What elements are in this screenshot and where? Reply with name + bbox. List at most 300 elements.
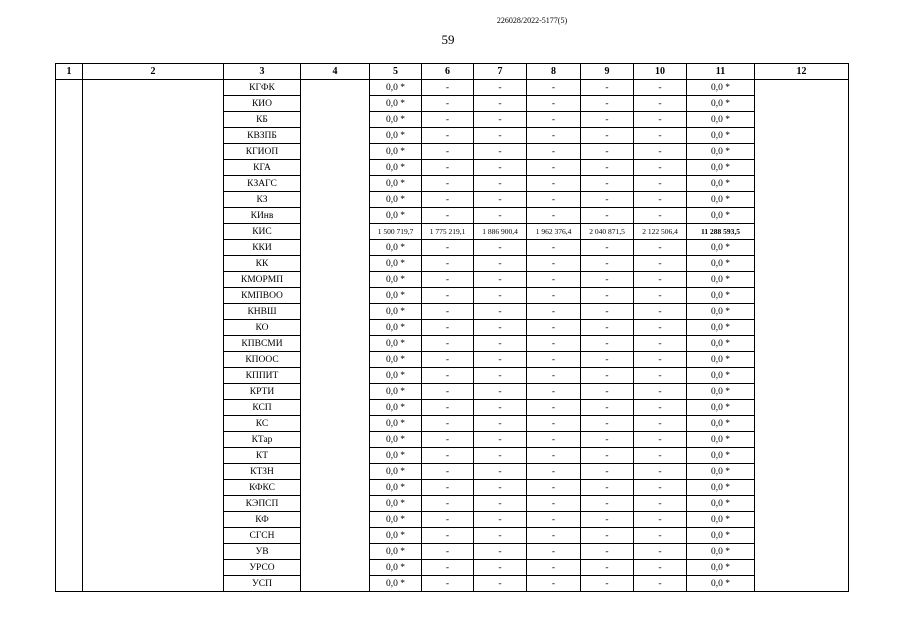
cell-c8: - xyxy=(527,256,581,272)
cell-code: КГФК xyxy=(224,80,301,96)
cell-c8: 1 962 376,4 xyxy=(527,224,581,240)
cell-code: КВЗПБ xyxy=(224,128,301,144)
cell-c10: - xyxy=(634,384,687,400)
cell-col1 xyxy=(56,256,83,272)
cell-c6: - xyxy=(422,416,474,432)
cell-col4 xyxy=(301,144,370,160)
table-row xyxy=(56,304,849,320)
cell-col1 xyxy=(56,224,83,240)
cell-col1 xyxy=(56,128,83,144)
cell-c6: - xyxy=(422,112,474,128)
cell-col4 xyxy=(301,176,370,192)
cell-c6: - xyxy=(422,272,474,288)
cell-c11: 0,0 * xyxy=(687,304,755,320)
cell-c7: - xyxy=(474,208,527,224)
cell-c9: - xyxy=(581,144,634,160)
cell-col1 xyxy=(56,464,83,480)
cell-col1 xyxy=(56,448,83,464)
cell-c10: - xyxy=(634,256,687,272)
cell-c7: - xyxy=(474,240,527,256)
cell-c9: - xyxy=(581,176,634,192)
cell-col1 xyxy=(56,288,83,304)
cell-c5: 0,0 * xyxy=(370,496,422,512)
cell-col12 xyxy=(755,208,849,224)
cell-code: УРСО xyxy=(224,560,301,576)
cell-c5: 0,0 * xyxy=(370,256,422,272)
cell-c9: - xyxy=(581,480,634,496)
cell-c8: - xyxy=(527,512,581,528)
cell-c6: - xyxy=(422,384,474,400)
cell-c8: - xyxy=(527,80,581,96)
cell-c9: - xyxy=(581,288,634,304)
cell-col4 xyxy=(301,80,370,96)
cell-c9: - xyxy=(581,576,634,592)
cell-c11: 0,0 * xyxy=(687,80,755,96)
cell-c5: 0,0 * xyxy=(370,560,422,576)
cell-c5: 0,0 * xyxy=(370,544,422,560)
cell-c8: - xyxy=(527,176,581,192)
cell-col12 xyxy=(755,400,849,416)
cell-code: КТар xyxy=(224,432,301,448)
cell-col1 xyxy=(56,544,83,560)
cell-col1 xyxy=(56,96,83,112)
cell-c10: - xyxy=(634,560,687,576)
cell-c6: - xyxy=(422,208,474,224)
cell-c8: - xyxy=(527,112,581,128)
cell-col1 xyxy=(56,352,83,368)
cell-c6: - xyxy=(422,240,474,256)
cell-c10: - xyxy=(634,160,687,176)
cell-c11: 0,0 * xyxy=(687,464,755,480)
cell-col12 xyxy=(755,544,849,560)
cell-c8: - xyxy=(527,448,581,464)
cell-c6: - xyxy=(422,320,474,336)
cell-code: КО xyxy=(224,320,301,336)
cell-col12 xyxy=(755,528,849,544)
cell-col12 xyxy=(755,128,849,144)
cell-col12 xyxy=(755,496,849,512)
cell-col12 xyxy=(755,304,849,320)
cell-c10: - xyxy=(634,544,687,560)
cell-c10: - xyxy=(634,400,687,416)
cell-c9: - xyxy=(581,208,634,224)
column-header: 11 xyxy=(687,64,755,80)
cell-col2 xyxy=(83,464,224,480)
cell-c9: - xyxy=(581,112,634,128)
cell-col12 xyxy=(755,240,849,256)
cell-col1 xyxy=(56,112,83,128)
cell-c8: - xyxy=(527,544,581,560)
cell-c6: - xyxy=(422,368,474,384)
cell-c8: - xyxy=(527,480,581,496)
cell-c9: - xyxy=(581,432,634,448)
cell-c11: 0,0 * xyxy=(687,480,755,496)
cell-col4 xyxy=(301,240,370,256)
table-row xyxy=(56,528,849,544)
cell-col12 xyxy=(755,464,849,480)
cell-c8: - xyxy=(527,336,581,352)
column-header: 9 xyxy=(581,64,634,80)
cell-code: КК xyxy=(224,256,301,272)
cell-c7: - xyxy=(474,160,527,176)
cell-col2 xyxy=(83,256,224,272)
cell-code: КФ xyxy=(224,512,301,528)
cell-c7: - xyxy=(474,416,527,432)
cell-c5: 0,0 * xyxy=(370,528,422,544)
cell-col4 xyxy=(301,480,370,496)
cell-c6: - xyxy=(422,448,474,464)
cell-c9: - xyxy=(581,528,634,544)
cell-col2 xyxy=(83,240,224,256)
cell-code: КМОРМП xyxy=(224,272,301,288)
column-header: 12 xyxy=(755,64,849,80)
cell-c7: - xyxy=(474,192,527,208)
cell-col12 xyxy=(755,576,849,592)
cell-c7: - xyxy=(474,448,527,464)
table-row xyxy=(56,240,849,256)
cell-col2 xyxy=(83,528,224,544)
cell-code: ККИ xyxy=(224,240,301,256)
cell-c9: - xyxy=(581,256,634,272)
cell-c5: 0,0 * xyxy=(370,432,422,448)
cell-col12 xyxy=(755,192,849,208)
cell-col4 xyxy=(301,160,370,176)
cell-c6: - xyxy=(422,288,474,304)
cell-col4 xyxy=(301,336,370,352)
cell-c10: - xyxy=(634,496,687,512)
cell-c6: - xyxy=(422,544,474,560)
cell-code: КС xyxy=(224,416,301,432)
cell-col1 xyxy=(56,576,83,592)
cell-col4 xyxy=(301,432,370,448)
cell-c8: - xyxy=(527,320,581,336)
cell-col4 xyxy=(301,288,370,304)
cell-col4 xyxy=(301,576,370,592)
cell-c11: 0,0 * xyxy=(687,432,755,448)
cell-c10: - xyxy=(634,416,687,432)
cell-code: КЭПСП xyxy=(224,496,301,512)
cell-col2 xyxy=(83,288,224,304)
table-row xyxy=(56,576,849,592)
cell-col4 xyxy=(301,384,370,400)
cell-c5: 0,0 * xyxy=(370,512,422,528)
cell-c10: - xyxy=(634,320,687,336)
cell-col4 xyxy=(301,256,370,272)
cell-col1 xyxy=(56,560,83,576)
cell-c11: 0,0 * xyxy=(687,144,755,160)
cell-col2 xyxy=(83,336,224,352)
cell-c6: - xyxy=(422,96,474,112)
table-row xyxy=(56,272,849,288)
cell-col2 xyxy=(83,368,224,384)
cell-c6: 1 775 219,1 xyxy=(422,224,474,240)
cell-c6: - xyxy=(422,304,474,320)
cell-c11: 0,0 * xyxy=(687,240,755,256)
cell-c11: 0,0 * xyxy=(687,384,755,400)
cell-c7: - xyxy=(474,144,527,160)
cell-col4 xyxy=(301,96,370,112)
cell-c6: - xyxy=(422,496,474,512)
cell-col1 xyxy=(56,320,83,336)
table-row xyxy=(56,352,849,368)
cell-code: КРТИ xyxy=(224,384,301,400)
cell-c5: 0,0 * xyxy=(370,464,422,480)
cell-c7: - xyxy=(474,176,527,192)
cell-c9: - xyxy=(581,160,634,176)
cell-code: КБ xyxy=(224,112,301,128)
cell-c6: - xyxy=(422,80,474,96)
cell-c10: - xyxy=(634,368,687,384)
cell-c8: - xyxy=(527,432,581,448)
cell-col12 xyxy=(755,320,849,336)
cell-c7: - xyxy=(474,256,527,272)
cell-c7: - xyxy=(474,112,527,128)
cell-c10: - xyxy=(634,96,687,112)
cell-c11: 0,0 * xyxy=(687,320,755,336)
cell-c11: 0,0 * xyxy=(687,256,755,272)
cell-c9: - xyxy=(581,320,634,336)
cell-col12 xyxy=(755,384,849,400)
cell-c11: 11 288 593,5 xyxy=(687,224,755,240)
table-row xyxy=(56,320,849,336)
cell-c7: - xyxy=(474,352,527,368)
cell-c6: - xyxy=(422,560,474,576)
cell-c9: - xyxy=(581,400,634,416)
cell-col2 xyxy=(83,400,224,416)
cell-col1 xyxy=(56,480,83,496)
cell-col4 xyxy=(301,448,370,464)
cell-c5: 0,0 * xyxy=(370,320,422,336)
cell-col12 xyxy=(755,512,849,528)
cell-col1 xyxy=(56,176,83,192)
table-row xyxy=(56,544,849,560)
column-header: 4 xyxy=(301,64,370,80)
document-id: 226028/2022-5177(5) xyxy=(496,16,568,25)
cell-c10: - xyxy=(634,208,687,224)
cell-col4 xyxy=(301,224,370,240)
cell-c11: 0,0 * xyxy=(687,112,755,128)
cell-col1 xyxy=(56,272,83,288)
cell-col1 xyxy=(56,208,83,224)
cell-col2 xyxy=(83,176,224,192)
cell-c10: - xyxy=(634,464,687,480)
cell-col12 xyxy=(755,560,849,576)
cell-col2 xyxy=(83,512,224,528)
cell-c11: 0,0 * xyxy=(687,272,755,288)
cell-code: КПООС xyxy=(224,352,301,368)
cell-c11: 0,0 * xyxy=(687,336,755,352)
cell-c7: - xyxy=(474,480,527,496)
cell-code: КГИОП xyxy=(224,144,301,160)
cell-col12 xyxy=(755,256,849,272)
table-row xyxy=(56,128,849,144)
cell-col12 xyxy=(755,80,849,96)
cell-code: КФКС xyxy=(224,480,301,496)
cell-c11: 0,0 * xyxy=(687,96,755,112)
cell-c10: - xyxy=(634,176,687,192)
cell-c10: - xyxy=(634,304,687,320)
cell-c5: 0,0 * xyxy=(370,416,422,432)
cell-c10: - xyxy=(634,448,687,464)
cell-c8: - xyxy=(527,128,581,144)
cell-col2 xyxy=(83,304,224,320)
table-row xyxy=(56,288,849,304)
column-header: 10 xyxy=(634,64,687,80)
column-header: 6 xyxy=(422,64,474,80)
cell-c11: 0,0 * xyxy=(687,512,755,528)
cell-c8: - xyxy=(527,272,581,288)
cell-c6: - xyxy=(422,128,474,144)
cell-c8: - xyxy=(527,96,581,112)
cell-code: УСП xyxy=(224,576,301,592)
cell-col4 xyxy=(301,560,370,576)
cell-col4 xyxy=(301,352,370,368)
cell-c10: - xyxy=(634,528,687,544)
cell-c8: - xyxy=(527,240,581,256)
cell-c10: - xyxy=(634,144,687,160)
cell-code: КГА xyxy=(224,160,301,176)
cell-c8: - xyxy=(527,528,581,544)
cell-c11: 0,0 * xyxy=(687,208,755,224)
cell-c5: 0,0 * xyxy=(370,208,422,224)
cell-col4 xyxy=(301,512,370,528)
cell-c9: - xyxy=(581,496,634,512)
table-row xyxy=(56,192,849,208)
cell-c7: - xyxy=(474,576,527,592)
cell-code: КМПВОО xyxy=(224,288,301,304)
cell-col2 xyxy=(83,384,224,400)
cell-c9: - xyxy=(581,128,634,144)
table-row xyxy=(56,432,849,448)
cell-col4 xyxy=(301,208,370,224)
table-row xyxy=(56,480,849,496)
cell-col4 xyxy=(301,128,370,144)
cell-col2 xyxy=(83,128,224,144)
cell-col2 xyxy=(83,496,224,512)
cell-c5: 0,0 * xyxy=(370,160,422,176)
cell-c7: - xyxy=(474,464,527,480)
cell-col4 xyxy=(301,272,370,288)
cell-c7: - xyxy=(474,272,527,288)
cell-c6: - xyxy=(422,576,474,592)
cell-col2 xyxy=(83,272,224,288)
column-header: 7 xyxy=(474,64,527,80)
cell-c9: - xyxy=(581,512,634,528)
cell-c6: - xyxy=(422,336,474,352)
cell-col2 xyxy=(83,560,224,576)
cell-col12 xyxy=(755,368,849,384)
cell-c5: 0,0 * xyxy=(370,384,422,400)
cell-col1 xyxy=(56,496,83,512)
cell-c6: - xyxy=(422,528,474,544)
table-header-row xyxy=(56,64,849,80)
cell-c5: 0,0 * xyxy=(370,336,422,352)
cell-c10: - xyxy=(634,432,687,448)
cell-col2 xyxy=(83,320,224,336)
cell-code: СГСН xyxy=(224,528,301,544)
cell-col4 xyxy=(301,368,370,384)
cell-c5: 0,0 * xyxy=(370,176,422,192)
cell-c5: 0,0 * xyxy=(370,448,422,464)
cell-c5: 0,0 * xyxy=(370,96,422,112)
page-number: 59 xyxy=(441,32,455,47)
cell-c8: - xyxy=(527,464,581,480)
cell-c5: 0,0 * xyxy=(370,368,422,384)
cell-c10: - xyxy=(634,240,687,256)
cell-c9: - xyxy=(581,304,634,320)
cell-col2 xyxy=(83,144,224,160)
table-row xyxy=(56,176,849,192)
cell-col2 xyxy=(83,96,224,112)
cell-col2 xyxy=(83,160,224,176)
cell-col4 xyxy=(301,496,370,512)
cell-c9: - xyxy=(581,560,634,576)
cell-c10: - xyxy=(634,512,687,528)
cell-col2 xyxy=(83,208,224,224)
cell-c5: 0,0 * xyxy=(370,352,422,368)
cell-c8: - xyxy=(527,304,581,320)
cell-c11: 0,0 * xyxy=(687,128,755,144)
cell-c6: - xyxy=(422,464,474,480)
table-row xyxy=(56,336,849,352)
cell-c7: - xyxy=(474,128,527,144)
table-row xyxy=(56,448,849,464)
table-row xyxy=(56,496,849,512)
cell-c8: - xyxy=(527,352,581,368)
cell-c10: - xyxy=(634,288,687,304)
cell-c11: 0,0 * xyxy=(687,544,755,560)
cell-code: КНВШ xyxy=(224,304,301,320)
cell-col12 xyxy=(755,336,849,352)
cell-col12 xyxy=(755,416,849,432)
cell-col1 xyxy=(56,192,83,208)
cell-col2 xyxy=(83,224,224,240)
table-row xyxy=(56,400,849,416)
cell-c9: 2 040 871,5 xyxy=(581,224,634,240)
cell-col12 xyxy=(755,448,849,464)
cell-c9: - xyxy=(581,240,634,256)
cell-c11: 0,0 * xyxy=(687,192,755,208)
cell-c5: 0,0 * xyxy=(370,240,422,256)
table-row xyxy=(56,256,849,272)
cell-col4 xyxy=(301,416,370,432)
cell-c11: 0,0 * xyxy=(687,528,755,544)
cell-col4 xyxy=(301,320,370,336)
cell-col2 xyxy=(83,544,224,560)
cell-c11: 0,0 * xyxy=(687,576,755,592)
table-row xyxy=(56,512,849,528)
cell-col4 xyxy=(301,304,370,320)
cell-col4 xyxy=(301,544,370,560)
column-header: 3 xyxy=(224,64,301,80)
cell-c10: 2 122 506,4 xyxy=(634,224,687,240)
column-header: 5 xyxy=(370,64,422,80)
cell-c7: - xyxy=(474,384,527,400)
cell-c11: 0,0 * xyxy=(687,416,755,432)
cell-col2 xyxy=(83,448,224,464)
cell-c5: 0,0 * xyxy=(370,480,422,496)
cell-c9: - xyxy=(581,80,634,96)
cell-col12 xyxy=(755,176,849,192)
cell-c11: 0,0 * xyxy=(687,160,755,176)
cell-c9: - xyxy=(581,416,634,432)
cell-c6: - xyxy=(422,480,474,496)
cell-c10: - xyxy=(634,480,687,496)
cell-c5: 0,0 * xyxy=(370,400,422,416)
cell-c9: - xyxy=(581,272,634,288)
cell-c5: 1 500 719,7 xyxy=(370,224,422,240)
cell-c11: 0,0 * xyxy=(687,448,755,464)
